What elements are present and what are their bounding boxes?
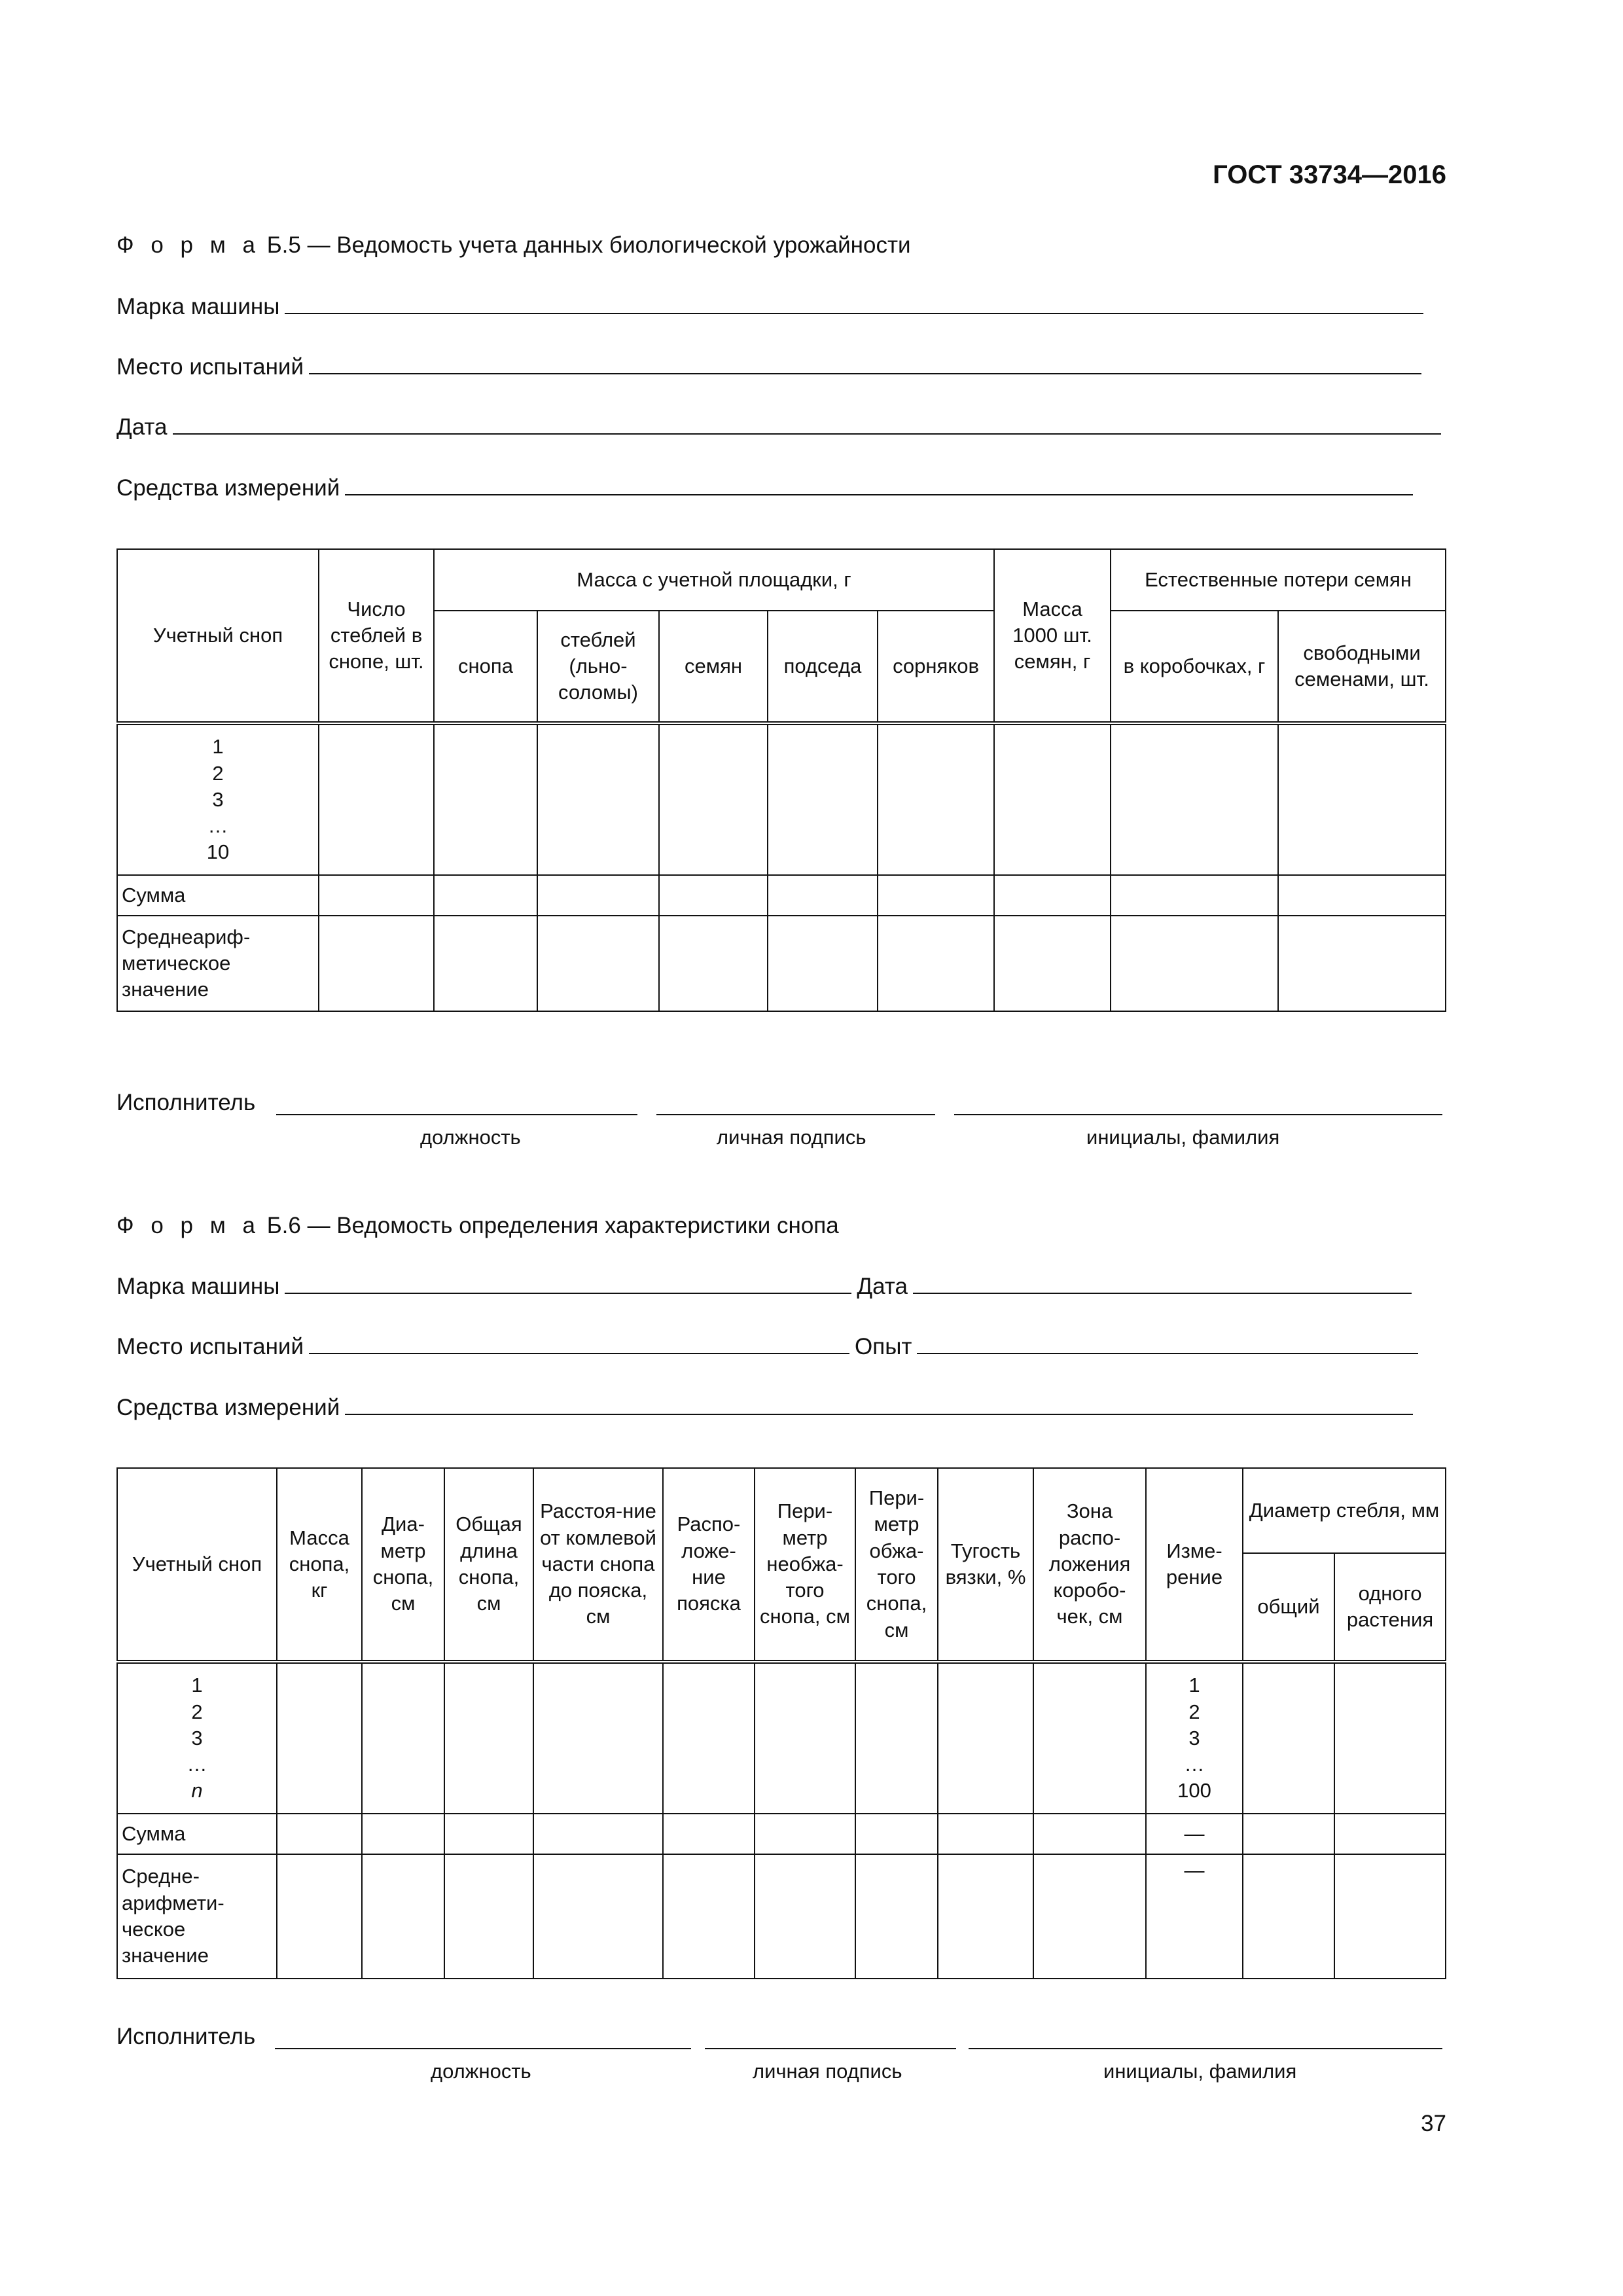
cell[interactable] [878, 916, 994, 1011]
cell[interactable] [659, 875, 768, 916]
row-numbers-cell [117, 1662, 277, 1814]
cell[interactable] [277, 1662, 362, 1814]
row-number: 2 [212, 761, 224, 785]
cell[interactable] [319, 875, 434, 916]
cell[interactable] [855, 1662, 938, 1814]
header-stem-single: одного растения [1334, 1553, 1446, 1662]
cell[interactable] [362, 1854, 444, 1979]
form6-title [116, 1213, 839, 1239]
cell[interactable] [319, 723, 434, 875]
cell[interactable] [663, 1662, 755, 1814]
cell[interactable] [938, 1662, 1033, 1814]
cell[interactable] [1243, 1854, 1334, 1979]
sum-label: Сумма [117, 875, 319, 916]
form5-instruments-label: Средства измерений [116, 475, 340, 501]
form6-machine-label: Марка машины [116, 1274, 280, 1299]
cell[interactable] [659, 723, 768, 875]
form5-name-caption: инициалы, фамилия [1086, 1126, 1280, 1149]
header-mass-sheaf: снопа [434, 611, 537, 723]
form6-place-input[interactable] [309, 1333, 849, 1354]
header-stem-total: общий [1243, 1553, 1334, 1662]
row-number: 2 [191, 1700, 203, 1723]
form6-title-prefix: Ф о р м а [116, 1213, 260, 1238]
cell[interactable] [938, 1854, 1033, 1979]
header-mass-seeds: семян [659, 611, 768, 723]
form6-machine-input[interactable] [285, 1273, 851, 1294]
form6-position-line[interactable] [275, 2047, 691, 2049]
cell[interactable] [855, 1854, 938, 1979]
form6-machine-date-field [116, 1273, 1412, 1300]
standard-number: ГОСТ 33734—2016 [1213, 160, 1446, 189]
form6-name-caption: инициалы, фамилия [1103, 2060, 1297, 2083]
cell[interactable] [1111, 875, 1278, 916]
cell[interactable] [537, 875, 659, 916]
form5-place-field [116, 353, 1421, 380]
form5-place-label: Место испытаний [116, 354, 304, 380]
form5-position-line[interactable] [276, 1113, 637, 1115]
form6-instruments-field [116, 1394, 1413, 1421]
row-number: 1 [212, 735, 224, 759]
cell[interactable] [755, 1814, 855, 1854]
header-mass: Масса снопа, кг [277, 1468, 362, 1662]
form6-date-label: Дата [857, 1274, 908, 1299]
form6-experiment-input[interactable] [917, 1333, 1418, 1354]
form6-place-label: Место испытаний [116, 1334, 304, 1359]
form6-place-experiment-field [116, 1333, 1418, 1360]
cell[interactable] [1278, 916, 1446, 1011]
header-mass-weeds: сорняков [878, 611, 994, 723]
mean-dash: — [1146, 1854, 1243, 1979]
header-measurement: Изме-рение [1146, 1468, 1243, 1662]
form5-date-input[interactable] [173, 414, 1441, 435]
measurement-numbers-cell [1146, 1662, 1243, 1814]
table-row [117, 1854, 1446, 1979]
header-mass-stems: стеблей (льно-соломы) [537, 611, 659, 723]
measurement-number: 100 [1177, 1779, 1211, 1803]
table-row [117, 1814, 1446, 1854]
row-number: 1 [191, 1674, 203, 1697]
cell[interactable] [277, 1854, 362, 1979]
form5-title-text: Б.5 — Ведомость учета данных биологической урожайности [266, 232, 911, 258]
form6-signature-caption: личная подпись [753, 2060, 902, 2083]
header-sheaf: Учетный сноп [117, 549, 319, 723]
mean-label: Средне-арифмети-ческое значение [117, 1854, 277, 1979]
cell[interactable] [1243, 1662, 1334, 1814]
form5-title [116, 232, 911, 259]
cell[interactable] [768, 875, 878, 916]
header-sheaf: Учетный сноп [117, 1468, 277, 1662]
cell[interactable] [1243, 1814, 1334, 1854]
row-number: n [191, 1779, 203, 1803]
cell[interactable] [533, 1662, 663, 1814]
cell[interactable] [537, 916, 659, 1011]
form6-date-input[interactable] [913, 1273, 1412, 1294]
measurement-number: 2 [1188, 1700, 1200, 1723]
cell[interactable] [533, 1854, 663, 1979]
form6-name-line[interactable] [969, 2047, 1442, 2049]
table-row [117, 916, 1446, 1011]
header-distance: Расстоя-ние от комлевой части снопа до пояска, см [533, 1468, 663, 1662]
form6-title-text: Б.6 — Ведомость определения характеристики снопа [266, 1213, 839, 1238]
cell[interactable] [362, 1662, 444, 1814]
header-length: Общая длина снопа, см [444, 1468, 533, 1662]
form5-name-line[interactable] [954, 1113, 1442, 1115]
cell[interactable] [533, 1814, 663, 1854]
cell[interactable] [444, 1814, 533, 1854]
cell[interactable] [1278, 875, 1446, 916]
form6-table [116, 1467, 1446, 1979]
form5-title-prefix: Ф о р м а [116, 232, 260, 258]
cell[interactable] [1033, 1814, 1146, 1854]
form6-position-caption: должность [431, 2060, 531, 2083]
form6-signature-line[interactable] [705, 2047, 956, 2049]
cell[interactable] [362, 1814, 444, 1854]
header-tightness: Тугость вязки, % [938, 1468, 1033, 1662]
form5-date-field [116, 414, 1441, 440]
cell[interactable] [755, 1854, 855, 1979]
cell[interactable] [768, 723, 878, 875]
cell[interactable] [1278, 723, 1446, 875]
header-mass-group: Масса с учетной площадки, г [434, 549, 994, 611]
form5-position-caption: должность [420, 1126, 521, 1149]
cell[interactable] [1334, 1854, 1446, 1979]
cell[interactable] [1111, 916, 1278, 1011]
form5-machine-field [116, 293, 1423, 320]
form5-instruments-input[interactable] [345, 475, 1413, 495]
header-losses-free: свободными семенами, шт. [1278, 611, 1446, 723]
cell[interactable] [663, 1814, 755, 1854]
form5-instruments-field [116, 475, 1413, 501]
cell[interactable] [878, 723, 994, 875]
form5-performer-label: Исполнитель [116, 1090, 256, 1115]
measurement-number: 1 [1188, 1674, 1200, 1697]
row-number: 10 [206, 840, 230, 864]
row-number: 3 [191, 1726, 203, 1749]
cell[interactable] [1033, 1854, 1146, 1979]
header-boll-zone: Зона распо-ложения коробо-чек, см [1033, 1468, 1146, 1662]
measurement-number: 3 [1188, 1726, 1200, 1749]
header-losses-group: Естественные потери семян [1111, 549, 1446, 611]
cell[interactable] [434, 916, 537, 1011]
form5-date-label: Дата [116, 414, 168, 440]
cell[interactable] [1033, 1662, 1146, 1814]
form5-machine-input[interactable] [285, 293, 1423, 314]
measurement-number: … [1184, 1753, 1205, 1776]
cell[interactable] [1334, 1662, 1446, 1814]
header-belt-position: Распо-ложе-ние пояска [663, 1468, 755, 1662]
cell[interactable] [768, 916, 878, 1011]
form5-signature-line[interactable] [656, 1113, 935, 1115]
row-numbers-cell [117, 723, 319, 875]
header-mass-podsed: подседа [768, 611, 878, 723]
form6-instruments-label: Средства измерений [116, 1395, 340, 1420]
sum-dash: — [1146, 1814, 1243, 1854]
cell[interactable] [659, 916, 768, 1011]
cell[interactable] [755, 1662, 855, 1814]
row-number: … [187, 1753, 207, 1776]
sum-label: Сумма [117, 1814, 277, 1854]
row-number: … [207, 814, 228, 838]
form5-place-input[interactable] [309, 353, 1421, 374]
mean-label: Среднеариф-метическое значение [117, 916, 319, 1011]
cell[interactable] [994, 723, 1111, 875]
page-number: 37 [1421, 2111, 1446, 2136]
table-row [117, 723, 1446, 875]
row-number: 3 [212, 787, 224, 811]
cell[interactable] [434, 875, 537, 916]
table-row [117, 875, 1446, 916]
cell[interactable] [1111, 723, 1278, 875]
header-mass-1000: Масса 1000 шт. семян, г [994, 549, 1111, 723]
form6-performer-label: Исполнитель [116, 2024, 256, 2049]
cell[interactable] [938, 1814, 1033, 1854]
header-losses-boxes: в коробочках, г [1111, 611, 1278, 723]
form6-instruments-input[interactable] [345, 1394, 1413, 1415]
form5-signature-caption: личная подпись [717, 1126, 866, 1149]
header-diameter: Диа-метр снопа, см [362, 1468, 444, 1662]
header-perimeter-unpressed: Пери-метр необжа-того снопа, см [755, 1468, 855, 1662]
cell[interactable] [855, 1814, 938, 1854]
cell[interactable] [663, 1854, 755, 1979]
cell[interactable] [434, 723, 537, 875]
cell[interactable] [994, 875, 1111, 916]
cell[interactable] [994, 916, 1111, 1011]
header-stem-diameter-group: Диаметр стебля, мм [1243, 1468, 1446, 1553]
header-stems-count: Число стеблей в снопе, шт. [319, 549, 434, 723]
table-row [117, 1662, 1446, 1814]
cell[interactable] [444, 1662, 533, 1814]
cell[interactable] [444, 1854, 533, 1979]
cell[interactable] [537, 723, 659, 875]
cell[interactable] [878, 875, 994, 916]
form5-table [116, 548, 1446, 1012]
header-perimeter-pressed: Пери-метр обжа-того снопа, см [855, 1468, 938, 1662]
cell[interactable] [1334, 1814, 1446, 1854]
form5-machine-label: Марка машины [116, 294, 280, 319]
cell[interactable] [319, 916, 434, 1011]
cell[interactable] [277, 1814, 362, 1854]
form6-experiment-label: Опыт [855, 1334, 912, 1359]
